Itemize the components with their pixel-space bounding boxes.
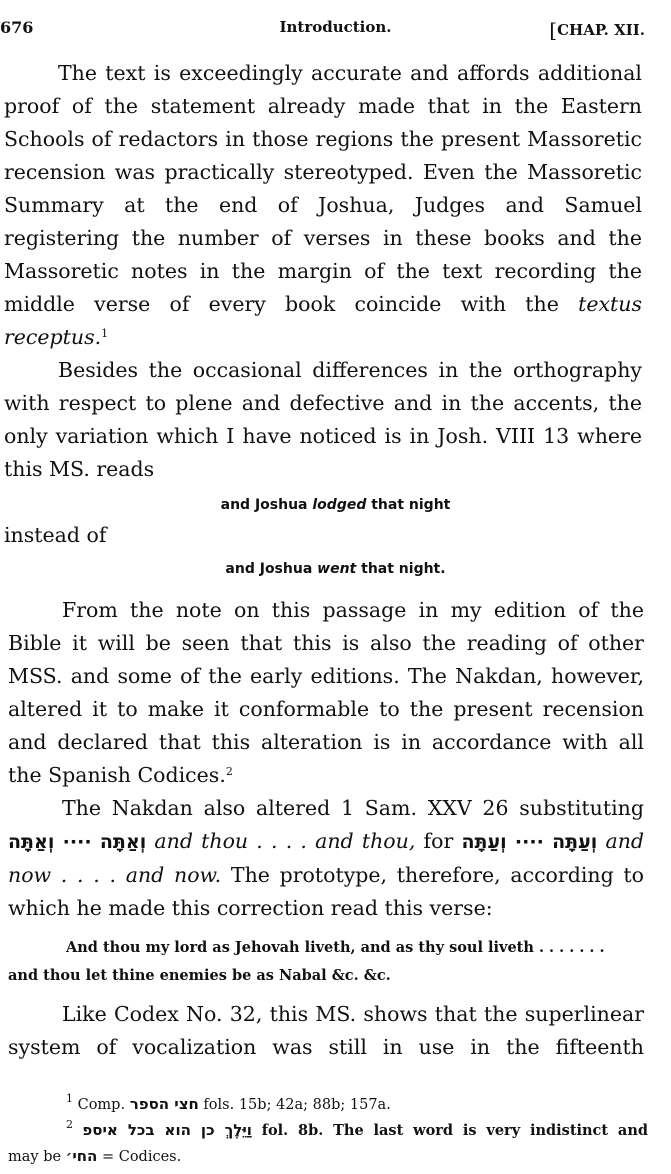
footnote-2-line-1 (8, 1118, 648, 1144)
footnote-1-rest: fols. 15b; 42a; 88b; 157a. (198, 1097, 391, 1113)
footnote-2 (8, 1118, 648, 1170)
italic-and-thou: and thou . . . . and thou, (146, 829, 416, 853)
footnote-2-line2-rest: = Codices. (97, 1149, 182, 1165)
paragraph-3 (8, 594, 644, 792)
footnote-2-hebrew: וַיֵּלֶךְ כן הוא בכל איספ (82, 1121, 252, 1139)
verse-quote-line-2: and thou let thine enemies be as Nabal &c. &c. (8, 967, 391, 984)
instead-of: instead of (4, 523, 107, 547)
chapter-label: [CHAP. XII. (549, 18, 645, 42)
footnote-2-rest: fol. 8b. The last word is very indistinct and (251, 1122, 648, 1139)
running-header (0, 14, 671, 44)
paragraph-5: Like Codex No. 32, this MS. shows that the superlinear system of vocalization was still in use in the fifteenth (8, 1002, 644, 1059)
footnote-mark-1: 1 (101, 327, 109, 340)
running-title: Introduction. (279, 18, 392, 36)
paragraph-4-mid: for (415, 829, 462, 853)
paragraph-1 (4, 57, 642, 354)
footnote-2-line2-lead: may be (8, 1149, 66, 1165)
italic-and-now: and now . . . . and now. (8, 829, 645, 887)
footnote-mark-2: 2 (225, 765, 233, 778)
paragraph-4-lead: The Nakdan also altered 1 Sam. XXV 26 substituting (62, 796, 644, 820)
hebrew-and-now: וְעַתָּה ···· וְעַתָּה (461, 831, 598, 853)
chapter-text: CHAP. XII. (557, 21, 645, 39)
quote-went-italic: went (317, 561, 357, 577)
footnote-2-line-2 (8, 1144, 648, 1170)
quote-lodged-before: and Joshua (220, 497, 313, 513)
footnote-1-lead: Comp. (73, 1097, 130, 1113)
footnote-2-mark: 2 (66, 1118, 73, 1131)
footnote-2-hebrew-2: החי׳ (65, 1147, 98, 1165)
verse-quote (8, 934, 648, 990)
quote-went-after: that night. (356, 561, 446, 577)
paragraph-2: Besides the occasional differences in the orthography with respect to plene and defective and in the accents, the only variation which I have noticed is in Josh. VIII 13 where this MS. reads (4, 358, 642, 481)
quote-lodged-italic: lodged (312, 497, 367, 513)
paragraph-4 (8, 792, 644, 925)
page-number: 676 (0, 18, 34, 37)
paragraph-1-text: The text is exceedingly accurate and affords additional proof of the statement already made that in the Eastern Schools of redactors in those regions the present Massoretic recension was practically stereotyped. Even the Massoretic Summary at the end of Joshua, Judges and Samuel registering the number of verses in these books and the Massoretic notes in the margin of the text recording the middle verse of every book coincide with the (4, 61, 642, 316)
quote-lodged-after: that night (366, 497, 451, 513)
paragraph-3-text: From the note on this passage in my edition of the Bible it will be seen that this is also the reading of other MSS. and some of the early editions. The Nakdan, however, altered it to make it conformable to the present recension and declared that this alteration is in accordance with all the Spanish Codices. (8, 598, 644, 787)
quote-went (0, 561, 671, 577)
verse-quote-line-1: And thou my lord as Jehovah liveth, and as thy soul liveth . . . . . . . (66, 939, 605, 956)
footnote-1-hebrew: חצי הספר (129, 1095, 199, 1113)
paragraph-4-tail: The prototype, therefore, according to which he made this correction read this verse: (8, 863, 644, 920)
quote-went-before: and Joshua (225, 561, 318, 577)
textus-receptus: textus receptus. (4, 292, 642, 349)
quote-lodged (0, 497, 671, 513)
hebrew-and-thou: וְאַתָּה ···· וְאַתָּה (8, 831, 147, 853)
footnote-1-mark: 1 (66, 1092, 73, 1105)
footnote-1 (8, 1092, 648, 1118)
